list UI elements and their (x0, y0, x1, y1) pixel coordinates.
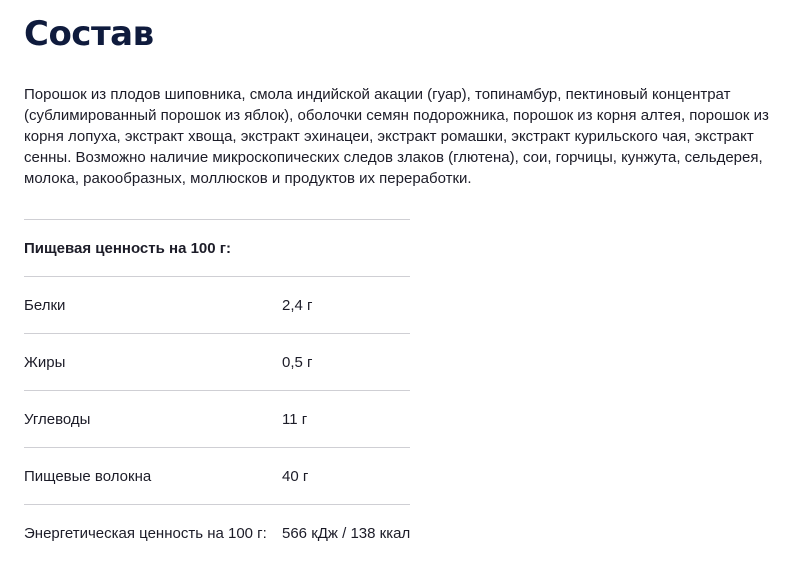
composition-text: Порошок из плодов шиповника, смола индийской акации (гуар), топинамбур, пектиновый концентрат (сублимированный порошок из яблок), оболочки семян подорожника, порошок из корня алтея, порошок из корня лопуха, экстракт хвоща, экстракт эхинацеи, экстракт ромашки, экстракт курильского чая, экстракт сенны. Возможно наличие микроскопических следов злаков (глютена), сои, горчицы, кунжута, сельдерея, молока, ракообразных, моллюсков и продуктов их переработки. (24, 86, 769, 187)
nutrition-value: 0,5 г (282, 353, 313, 371)
nutrition-row-fiber (24, 447, 410, 504)
nutrition-label: Жиры (24, 353, 66, 371)
nutrition-row-carbs (24, 390, 410, 447)
nutrition-value: 2,4 г (282, 296, 313, 314)
nutrition-header-row (24, 219, 410, 276)
nutrition-value: 566 кДж / 138 ккал (282, 524, 411, 542)
nutrition-label: Белки (24, 296, 66, 314)
nutrition-value: 40 г (282, 467, 309, 485)
nutrition-row-protein (24, 276, 410, 333)
nutrition-value: 11 г (282, 410, 308, 428)
nutrition-row-fat (24, 333, 410, 390)
nutrition-label: Углеводы (24, 410, 91, 428)
nutrition-label: Энергетическая ценность на 100 г: (24, 524, 267, 542)
nutrition-row-energy (24, 504, 410, 561)
nutrition-label: Пищевые волокна (24, 467, 152, 485)
section-title: Состав (24, 14, 154, 54)
nutrition-table (24, 219, 410, 561)
nutrition-header: Пищевая ценность на 100 г: (24, 239, 232, 257)
